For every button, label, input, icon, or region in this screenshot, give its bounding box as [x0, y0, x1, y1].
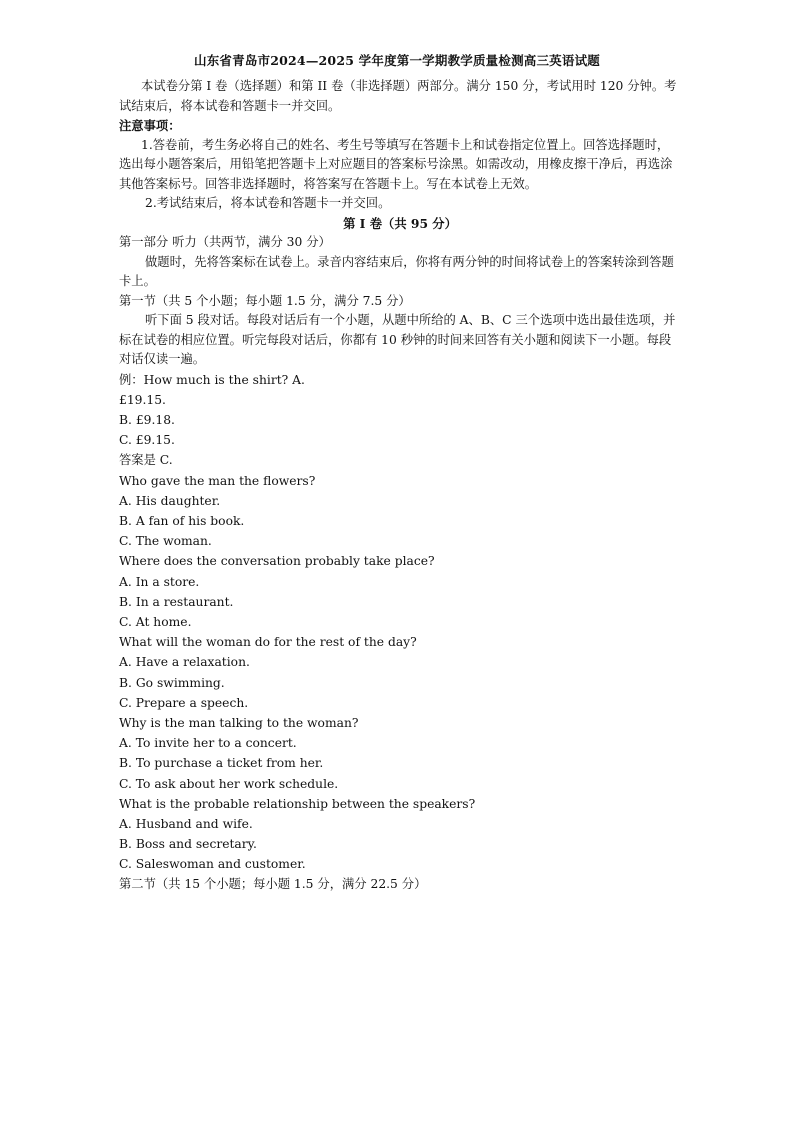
- example-option-b: B. £9.18.: [119, 412, 175, 427]
- question-3: [119, 632, 681, 713]
- option-b: B. Boss and secretary.: [119, 837, 257, 852]
- question-text: Why is the man talking to the woman?: [119, 715, 359, 730]
- option-c: C. Prepare a speech.: [119, 695, 249, 710]
- option-b: B. Go swimming.: [119, 675, 225, 690]
- section1-heading: 第一节（共 5 个小题；每小题 1.5 分，满分 7.5 分）: [119, 293, 411, 308]
- question-5: [119, 794, 681, 875]
- option-a: A. In a store.: [119, 574, 200, 589]
- section2-heading: 第二节（共 15 个小题；每小题 1.5 分，满分 22.5 分）: [119, 876, 427, 891]
- option-b: B. A fan of his book.: [119, 513, 245, 528]
- option-c: C. At home.: [119, 614, 192, 629]
- option-a: A. His daughter.: [119, 493, 221, 508]
- option-c: C. Saleswoman and customer.: [119, 857, 306, 872]
- question-text: What is the probable relationship between the speakers?: [119, 796, 476, 811]
- part1-heading: 第一部分 听力（共两节，满分 30 分）: [119, 235, 331, 249]
- question-text: Where does the conversation probably take place?: [119, 554, 435, 569]
- example-question: 例：How much is the shirt? A.: [119, 372, 305, 387]
- notice-heading: 注意事项：: [119, 118, 181, 133]
- intro-paragraph: 本试卷分第 I 卷（选择题）和第 II 卷（非选择题）两部分。满分 150 分，考试用时 120 分钟。考试结束后，将本试卷和答题卡一并交回。: [119, 79, 677, 113]
- volume-heading: 第 I 卷（共 95 分）: [343, 215, 457, 231]
- option-b: B. To purchase a ticket from her.: [119, 756, 324, 771]
- example-answer: 答案是 C.: [119, 453, 173, 468]
- section1-instructions: 听下面 5 段对话。每段对话后有一个小题，从题中所给的 A、B、C 三个选项中选出最佳选项，并标在试卷的相应位置。听完每段对话后，你都有 10 秒钟的时间来回答有关小题和阅读下一小题。每段对话仅读一遍。: [119, 313, 676, 366]
- option-b: B. In a restaurant.: [119, 594, 234, 609]
- example-option-a: £19.15.: [119, 392, 166, 407]
- option-a: A. To invite her to a concert.: [119, 736, 297, 751]
- option-c: C. The woman.: [119, 534, 212, 549]
- option-a: A. Have a relaxation.: [119, 655, 250, 670]
- question-text: Who gave the man the flowers?: [119, 473, 316, 488]
- question-2: [119, 551, 681, 632]
- question-text: What will the woman do for the rest of the day?: [119, 635, 417, 650]
- exam-body: [119, 77, 681, 894]
- notice-item-1: 1.答卷前，考生务必将自己的姓名、考生号等填写在答题卡上和试卷指定位置上。回答选择题时，选出每小题答案后，用铅笔把答题卡上对应题目的答案标号涂黑。如需改动，用橡皮擦干净后，再选涂其他答案标号。回答非选择题时，将答案写在答题卡上。写在本试卷上无效。: [119, 137, 673, 191]
- option-c: C. To ask about her work schedule.: [119, 776, 339, 791]
- question-1: [119, 471, 681, 552]
- notice-item-2: 2.考试结束后，将本试卷和答题卡一并交回。: [145, 196, 391, 210]
- option-a: A. Husband and wife.: [119, 816, 253, 831]
- question-4: [119, 713, 681, 794]
- example-option-c: C. £9.15.: [119, 433, 175, 448]
- part1-instructions: 做题时，先将答案标在试卷上。录音内容结束后，你将有两分钟的时间将试卷上的答案转涂到答题卡上。: [119, 254, 674, 288]
- exam-title: 山东省青岛市2024—2025 学年度第一学期教学质量检测高三英语试题: [194, 53, 600, 68]
